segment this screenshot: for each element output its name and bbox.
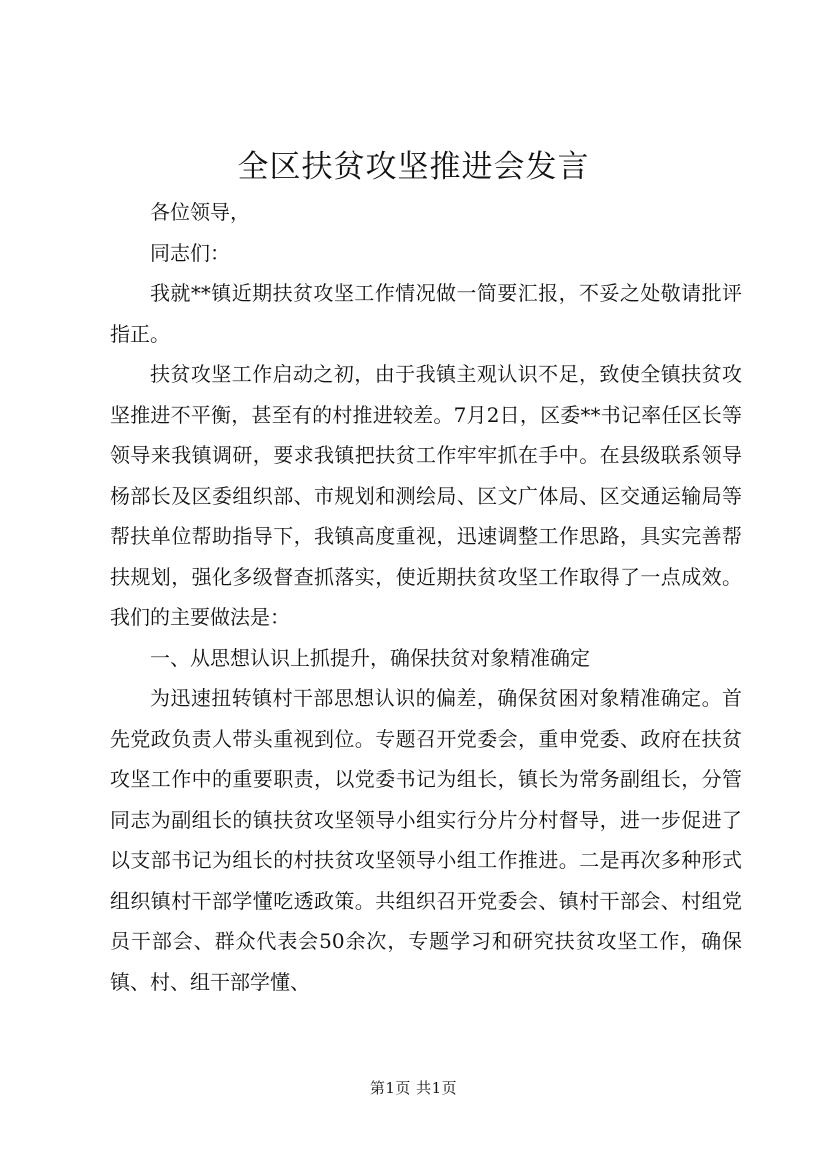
salutation-leaders: 各位领导， (150, 200, 250, 224)
document-body (110, 192, 742, 1002)
document-title: 全区扶贫攻坚推进会发言 (237, 149, 590, 185)
salutation-comrades: 同志们： (150, 240, 230, 265)
section-heading-1: 一、从思想认识上抓提升，确保扶贫对象精准确定 (150, 645, 590, 670)
paragraph-section-1: 为迅速扭转镇村干部思想认识的偏差，确保贫困对象精准确定。首先党政负责人带头重视到位。专题召开党委会，重申党委、政府在扶贫攻坚工作中的重要职责，以党委书记为组长，镇长为常务副组长，分管同志为副组长的镇扶贫攻坚领导小组实行分片分村督导，进一步促进了以支部书记为组长的村扶贫攻坚领导小组工作推进。二是再次多种形式组织镇村干部学懂吃透政策。共组织召开党委会、镇村干部会、村组党员干部会、群众代表会50余次，专题学习和研究扶贫攻坚工作，确保镇、村、组干部学懂、 (110, 686, 742, 994)
paragraph-intro: 我就**镇近期扶贫攻坚工作情况做一简要汇报，不妥之处敬请批评指正。 (110, 281, 742, 346)
paragraph-background: 扶贫攻坚工作启动之初，由于我镇主观认识不足，致使全镇扶贫攻坚推进不平衡，甚至有的村推进较差。7月2日，区委**书记率任区长等领导来我镇调研，要求我镇把扶贫工作牢牢抓在手中。在县级联系领导杨部长及区委组织部、市规划和测绘局、区文广体局、区交通运输局等帮扶单位帮助指导下，我镇高度重视，迅速调整工作思路，具实完善帮扶规划，强化多级督查抓落实，使近期扶贫攻坚工作取得了一点成效。我们的主要做法是： (110, 362, 742, 629)
page-footer: 第1页 共1页 (369, 1079, 458, 1097)
